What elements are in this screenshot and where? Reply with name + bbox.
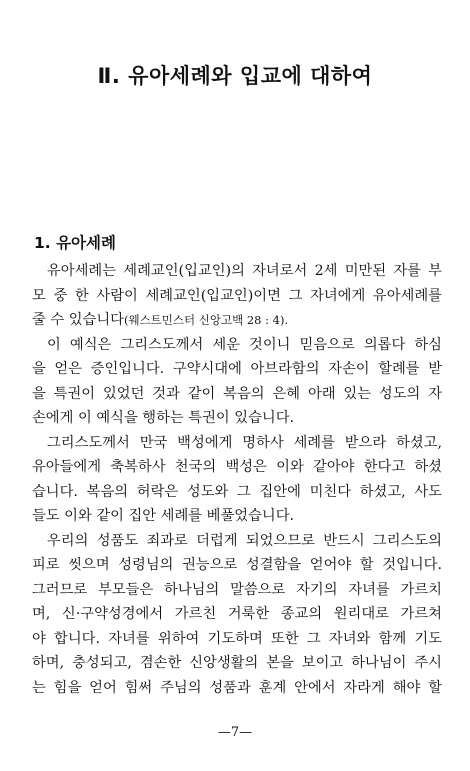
text-line xyxy=(32,676,442,701)
text-line-content: 우리의 성품도 죄과로 더럽게 되었으므로 반드시 그리스도의 xyxy=(47,532,442,549)
text-line xyxy=(32,627,442,652)
page-number: —7— xyxy=(217,725,253,740)
text-line-content: 줄 수 있습니다 xyxy=(32,312,124,328)
text-line-content: 그리스도께서 만국 백성에게 명하사 세례를 받으라 하셨고, xyxy=(47,434,442,451)
text-line xyxy=(32,259,442,284)
text-line-content: 유아세례는 세례교인(입교인)의 자녀로서 2세 미만된 자를 부 xyxy=(47,263,442,279)
text-line-content: 며, 신·구약성경에서 가르친 거룩한 종교의 원리대로 가르쳐 xyxy=(32,606,442,622)
text-line xyxy=(32,529,442,554)
text-line-content: 유아들에게 축복하사 천국의 백성은 이와 같아야 한다고 하셨 xyxy=(32,459,442,475)
text-line xyxy=(32,431,442,456)
text-line xyxy=(32,382,442,407)
text-line-content: 야 합니다. 자녀를 위하여 기도하며 또한 그 자녀와 함께 기도 xyxy=(32,630,442,647)
text-line-content: 피로 씻으며 성령님의 권능으로 성결함을 얻어야 할 것입니다. xyxy=(32,557,442,573)
text-line-content: 모 중 한 사람이 세례교인(입교인)이면 그 자녀에게 유아세례를 xyxy=(32,287,442,304)
text-line xyxy=(32,284,442,309)
text-line-content: 들도 이와 같이 집안 세례를 베풀었습니다. xyxy=(32,508,295,524)
text-line-content: 을 얻은 증인입니다. 구약시대에 아브라함의 자손이 할례를 받 xyxy=(32,361,442,377)
text-line-content: 습니다. 복음의 허락은 성도와 그 집안에 미친다 하셨고, 사도 xyxy=(32,483,442,500)
chapter-title: Ⅱ. 유아세례와 입교에 대하여 xyxy=(97,64,373,88)
text-line xyxy=(32,333,442,358)
text-line-content: 을 특권이 있었던 것과 같이 복음의 은혜 아래 있는 성도의 자 xyxy=(32,385,442,402)
text-line-content: 는 힘을 얻어 힘써 주님의 성품과 훈계 안에서 자라게 해야 할 xyxy=(32,679,442,696)
text-line xyxy=(32,504,442,529)
text-line xyxy=(32,602,442,627)
text-line-content: 이 예식은 그리스도께서 세운 것이니 믿음으로 의롭다 하심 xyxy=(47,336,442,353)
section-heading: 1. 유아세례 xyxy=(34,234,116,252)
text-line-content: 그러므로 부모들은 하나님의 말씀으로 자기의 자녀를 가르치 xyxy=(32,581,442,598)
text-line xyxy=(32,651,442,676)
text-line xyxy=(32,578,442,603)
text-line xyxy=(32,406,442,431)
text-line xyxy=(32,455,442,480)
text-line xyxy=(32,480,442,505)
text-line xyxy=(32,308,442,333)
body-text xyxy=(32,259,442,700)
text-line xyxy=(32,553,442,578)
text-line-content: 손에게 이 예식을 행하는 특권이 있습니다. xyxy=(32,410,295,426)
citation: (웨스트민스터 신앙고백 28 : 4). xyxy=(123,313,289,327)
text-line-content: 하며, 충성되고, 겸손한 신앙생활의 본을 보이고 하나님이 주시 xyxy=(32,655,442,671)
text-line xyxy=(32,357,442,382)
